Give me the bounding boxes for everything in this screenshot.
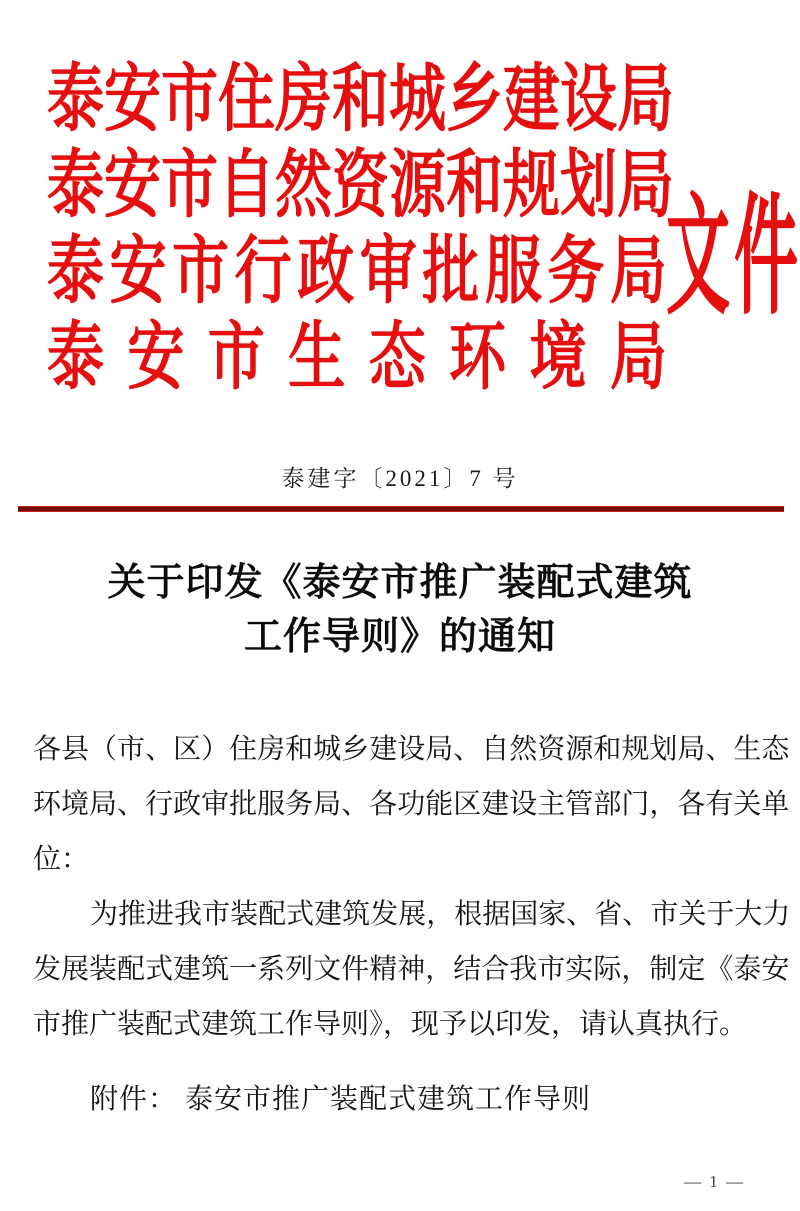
- document-title-line-2: 工作导则》的通知: [243, 616, 556, 658]
- document-body: [33, 722, 791, 1052]
- recipients-line-2: 环 境 局 、 行 政 审 批 服 务 局 、 各 功 能 区 建 设 主 管 部 门 ， 各 有 关 单: [33, 789, 790, 820]
- attachment-line: 附件： 泰安市推广装配式建筑工作导则: [90, 1084, 592, 1115]
- document-title-line-1: 关于印发《泰安市推广装配式建筑: [107, 562, 693, 604]
- red-divider-line: [18, 506, 784, 512]
- document-title: [0, 556, 800, 664]
- body-paragraph-line-2: 发 展 装 配 式 建 筑 一 系 列 文 件 精 神 ， 结 合 我 市 实 际 ， 制 定 《 泰 安: [33, 954, 790, 985]
- body-paragraph-line-1: 为 推 进 我 市 装 配 式 建 筑 发 展 ， 根 据 国 家 、 省 、 市 关 于 大 力: [90, 899, 791, 930]
- document-number: 泰建字〔2021〕7 号: [281, 466, 519, 491]
- agency-name-line-2: 泰 安 市 自 然 资 源 和 规 划 局: [47, 145, 674, 228]
- body-paragraph-line-3: 市推广装配式建筑工作导则》，现予以印发，请认真执行。: [33, 1009, 748, 1040]
- page-number: — 1 —: [684, 1172, 745, 1191]
- document-mark: 文 件: [666, 184, 798, 331]
- agency-name-line-3: 泰 安 市 行 政 审 批 服 务 局: [47, 231, 667, 314]
- recipients-line-3: 位：: [33, 844, 90, 875]
- letterhead: [47, 50, 674, 400]
- recipients-line-1: 各 县 （ 市 、 区 ） 住 房 和 城 乡 建 设 局 、 自 然 资 源 和 规 划 局 、 生 态: [33, 734, 790, 765]
- agency-name-line-4: 泰 安 市 生 态 环 境 局: [47, 317, 667, 400]
- agency-name-line-1: 泰 安 市 住 房 和 城 乡 建 设 局: [47, 59, 674, 142]
